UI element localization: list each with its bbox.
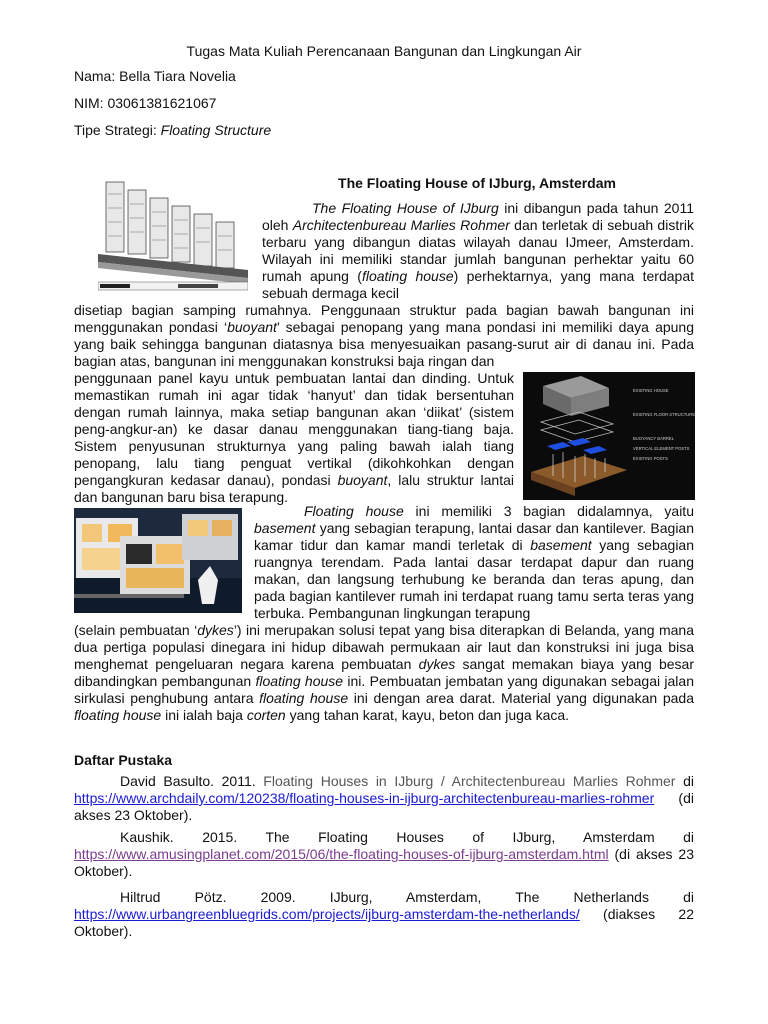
article-title: The Floating House of IJburg, Amsterdam: [338, 175, 616, 191]
text: penggunaan panel kayu untuk pembuatan lantai dan dinding. Untuk memastikan rumah ini agar tidak ‘hanyut’ dan tidak bersentuhan dengan rumah lainnya, maka setiap bangunan akan ‘diikat’ (sistem peng-angkur-an) ke dasar danau menggunakan tiang-tiang baja. Sistem penyusunan strukturnya yang paling bawah ialah tiang penopang, lalu tiang penguat vertikal (dikohkohkan dengan pengangkuran kedasar danau), pondasi: [74, 370, 514, 488]
paragraph-structure: [74, 370, 514, 506]
text: ini memiliki 3 bagian didalamnya, yaitu: [403, 503, 694, 519]
em-text: basement: [530, 537, 592, 553]
diagram-label: EXISTING POSTS: [633, 456, 668, 461]
em-text: floating house: [255, 673, 344, 689]
text: sangat memakan biaya yang besar dibandingkan pembangunan: [74, 656, 694, 689]
text: ’) ini merupakan solusi tepat yang bisa diterapkan di Belanda, yang mana dua pertiga populasi dinegara ini hidup dibawah permukaan air laut dan konstruksi ini juga bisa menghemat pengeluaran negara karena pembuatan: [74, 622, 694, 672]
text: ini dibangun pada tahun 2011 oleh: [262, 200, 694, 233]
reference-author: David Basulto. 2011.: [120, 773, 264, 789]
paragraph-intro: [262, 200, 694, 302]
text: (selain pembuatan ‘: [74, 622, 198, 638]
diagram-label: EXISTING FLOOR STRUCTURE: [633, 412, 695, 417]
em-text: Architectenbureau Marlies Rohmer: [292, 217, 510, 233]
reference-author: Hiltrud Pötz. 2009. IJburg, Amsterdam, The Netherlands di: [120, 889, 694, 905]
text: ini. Pembuatan jembatan yang digunakan sebagai jalan sirkulasi penghubung antara: [74, 673, 694, 706]
text: disetiap bagian samping rumahnya. Penggunaan struktur pada bagian bawah bangunan ini menggunakan pondasi ‘: [74, 302, 694, 335]
text: di: [675, 773, 694, 789]
em-text: dykes: [197, 622, 234, 638]
text: ’ sebagai penopang yang mana pondasi ini memiliki daya apung yang baik sehingga bangunan diatasnya bisa menyesuaikan pasang-surut air di danau ini. Pada bagian atas, bangunan ini menggunakan konstruksi baja ringan dan: [74, 319, 694, 369]
reference-author: Kaushik. 2015. The Floating Houses of IJburg, Amsterdam di: [120, 829, 694, 845]
em-text: floating house: [361, 268, 454, 284]
em-text: buoyant: [337, 472, 388, 488]
em-text: The Floating House of IJburg: [312, 200, 499, 216]
text: dan terletak di sebuah distrik terbaru yang dibangun diatas wilayah danau IJmeer, Amsterdam. Wilayah ini memiliki standar jumlah bangunan perhektar yaitu 60 rumah apung (: [262, 217, 694, 284]
text: , lalu struktur lantai dan bangunan baru bisa terapung.: [74, 472, 514, 505]
paragraph-intro-cont: [74, 302, 694, 370]
diagram-label: VERTICAL ELEMENT POSTS: [633, 446, 690, 451]
diagram-label: EXISTING HOUSE: [633, 388, 669, 393]
reference-access: (diakses 22 Oktober).: [74, 906, 694, 939]
text: yang sebagian terapung, lantai dasar dan kantilever. Bagian kamar tidur dan kamar mandi terletak di: [254, 520, 694, 553]
reference-access: (di akses 23 Oktober).: [74, 846, 694, 879]
reference-link[interactable]: https://www.archdaily.com/120238/floating-houses-in-ijburg-architectenbureau-marlies-rohmer: [74, 790, 655, 806]
strategy-label: Tipe Strategi:: [74, 122, 161, 138]
student-nim: NIM: 03061381621067: [74, 95, 217, 111]
text: yang sebagian ruangnya terendam. Pada lantai dasar terdapat dapur dan ruang makan, dan langsung terhubung ke beranda dan teras apung, dan pada bagian kantilever rumah ini terdapat ruang tamu serta teras yang terbuka. Pembangunan lingkungan terapung: [254, 537, 694, 621]
paragraph-layout: [254, 503, 694, 622]
reference-item: [74, 829, 694, 880]
em-text: dykes: [418, 656, 456, 672]
section-drawing-figure: [98, 174, 248, 292]
paragraph-dykes: [74, 622, 694, 724]
diagram-label: BUOYANCY BARREL: [633, 436, 675, 441]
floating-houses-photo: [74, 508, 242, 613]
reference-link[interactable]: https://www.urbangreenbluegrids.com/projects/ijburg-amsterdam-the-netherlands/: [74, 906, 580, 922]
em-text: floating house: [259, 690, 349, 706]
em-text: basement: [254, 520, 316, 536]
structure-diagram-figure: [523, 372, 695, 500]
em-text: floating house: [74, 707, 162, 723]
references-heading: Daftar Pustaka: [74, 752, 173, 768]
em-text: buoyant: [227, 319, 277, 335]
strategy-type: [74, 122, 271, 139]
strategy-value: Floating Structure: [160, 122, 272, 138]
text: yang tahan karat, kayu, beton dan juga kaca.: [285, 707, 570, 723]
text: ini ialah baja: [161, 707, 247, 723]
reference-access: (di akses 23 Oktober).: [74, 790, 694, 823]
course-title: Tugas Mata Kuliah Perencanaan Bangunan dan Lingkungan Air: [186, 43, 582, 59]
reference-item: [74, 773, 694, 824]
text: ini dengan area darat. Material yang digunakan pada: [348, 690, 694, 706]
em-text: corten: [246, 707, 286, 723]
em-text: Floating house: [304, 503, 404, 519]
text: ) perhektarnya, yang mana terdapat sebuah dermaga kecil: [262, 268, 694, 301]
reference-link[interactable]: https://www.amusingplanet.com/2015/06/the-floating-houses-of-ijburg-amsterdam.html: [74, 846, 609, 862]
reference-title: Floating Houses in IJburg / Architectenbureau Marlies Rohmer: [263, 773, 676, 789]
reference-item: [74, 889, 694, 940]
student-name: Nama: Bella Tiara Novelia: [74, 68, 236, 84]
